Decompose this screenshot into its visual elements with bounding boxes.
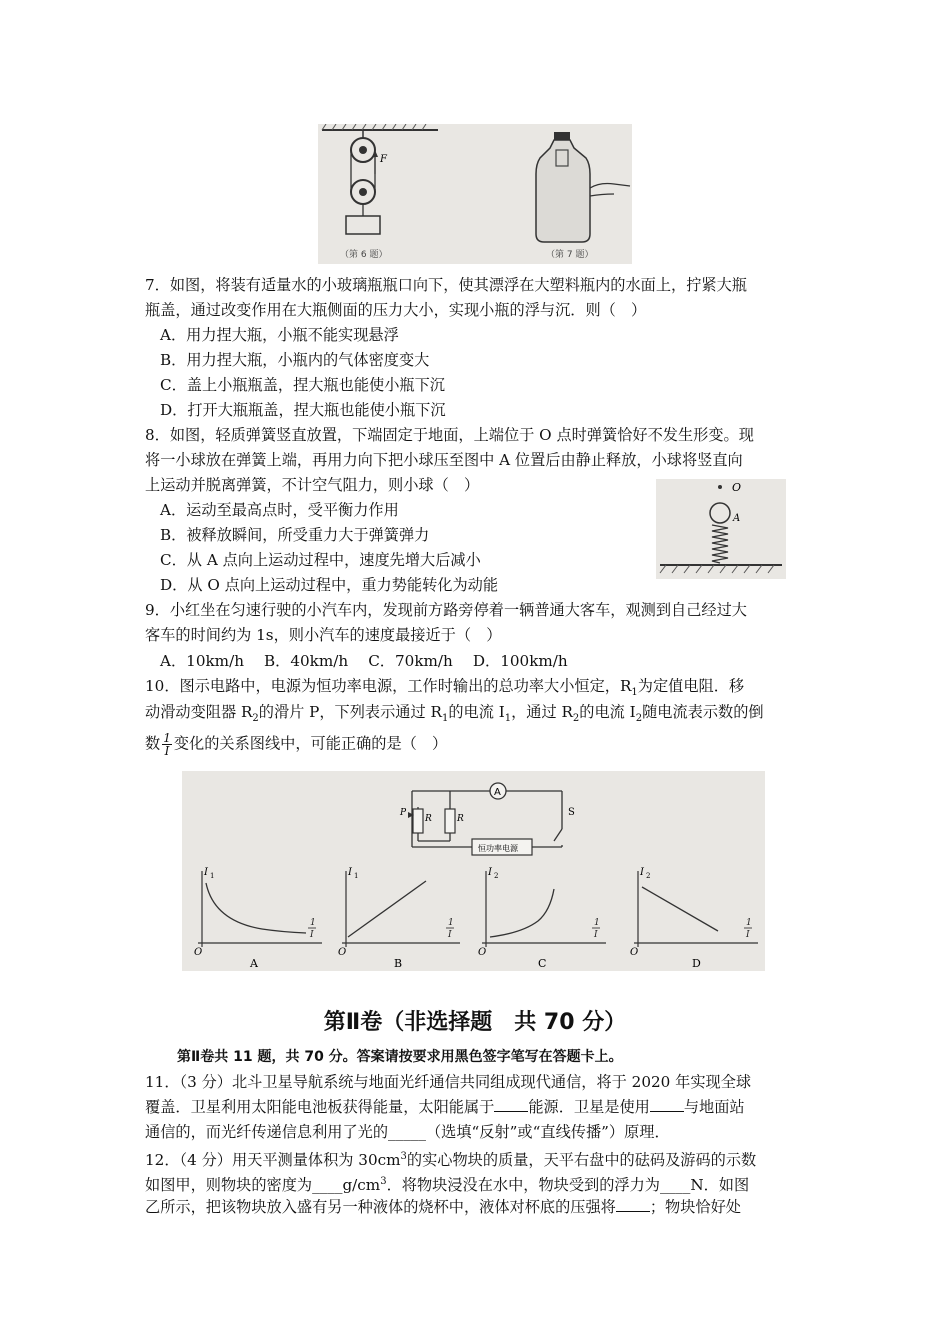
ammeter-label: A	[494, 787, 501, 798]
spring-illustration	[656, 479, 786, 579]
graph-c-label: C	[538, 957, 547, 970]
graph-a-ysub: 1	[210, 872, 215, 880]
graph-c	[478, 867, 606, 970]
graph-d-xlabel-n: 1	[746, 918, 752, 928]
q7-line-2: 瓶盖，通过改变作用在大瓶侧面的压力大小，实现小瓶的浮与沉．则（ ）	[145, 301, 647, 319]
fig7-caption: （第 7 题）	[546, 250, 594, 260]
q7-option-a: A．用力捏大瓶，小瓶不能实现悬浮	[160, 326, 399, 344]
q11-blank-1[interactable]	[494, 1097, 528, 1112]
power-source-label: 恒功率电源	[478, 844, 518, 853]
graph-a	[194, 867, 322, 970]
q8-option-d: D．从 O 点向上运动过程中，重力势能转化为动能	[160, 576, 499, 594]
figure-q8-spring	[656, 479, 786, 579]
graph-b-ylabel: I	[348, 867, 352, 878]
graph-b-label: B	[394, 957, 403, 970]
figure-q10	[182, 771, 765, 971]
graph-d-label: D	[692, 957, 701, 970]
q7-option-c: C．盖上小瓶瓶盖，捏大瓶也能使小瓶下沉	[160, 376, 445, 394]
section-2-title: 第Ⅱ卷（非选择题 共 70 分）	[323, 1010, 627, 1035]
section-2-instruction: 第Ⅱ卷共 11 题，共 70 分。答案请按要求用黑色签字笔写在答题卡上。	[177, 1049, 623, 1065]
q8-line-1: 8．如图，轻质弹簧竖直放置，下端固定于地面，上端位于 O 点时弹簧恰好不发生形变。现	[145, 426, 754, 444]
graph-d-xlabel-d: I	[746, 930, 750, 940]
reciprocal-fraction: $\frac{1}{I}$	[163, 731, 171, 758]
graph-a-origin: O	[194, 947, 203, 958]
figure-q6-q7	[318, 124, 632, 264]
slider-p-label: P	[400, 808, 407, 818]
q12-line-2: 如图甲，则物块的密度为$\_\_\_\_g/cm^3$．将物块浸没在水中，物块受到的浮力为____N．如图	[145, 1176, 750, 1195]
graph-a-label: A	[250, 957, 258, 970]
graph-b-ysub: 1	[354, 872, 359, 880]
fig6-caption: （第 6 题）	[340, 250, 388, 260]
graph-d-ylabel: I	[640, 867, 644, 878]
q7-option-b: B．用力捏大瓶，小瓶内的气体密度变大	[160, 351, 430, 369]
q8-option-a: A．运动至最高点时，受平衡力作用	[160, 501, 399, 519]
q10-line-1: 10．图示电路中，电源为恒功率电源，工作时输出的总功率大小恒定，$R_1$为定值电阻．移	[145, 677, 745, 699]
q11-line-3: 通信的，而光纤传递信息利用了光的_____（选填“反射”或“直线传播”）原理．	[145, 1123, 670, 1141]
q12-line-1: 12．（4 分）用天平测量体积为 $30cm^3$的实心物块的质量，天平右盘中的砝码及游码的示数	[145, 1151, 757, 1170]
graph-b-xlabel-d: I	[448, 930, 452, 940]
q11-line-1: 11．（3 分）北斗卫星导航系统与地面光纤通信共同组成现代通信，将于 2020 年实现全球	[145, 1073, 752, 1091]
graph-b-origin: O	[338, 947, 347, 958]
q12-line-3: 乙所示，把该物块放入盛有另一种液体的烧杯中，液体对杯底的压强将 ；物块恰好处	[145, 1198, 741, 1216]
q10-line-2: 动滑动变阻器 $R_2$的滑片 P，下列表示通过 $R_1$的电流 $I_1$，通过 $R_2$的电流 $I_2$随电流表示数的倒	[145, 703, 764, 725]
q9-options: A．10km/h B．40km/h C．70km/h D．100km/h	[160, 652, 568, 670]
graph-a-xlabel-n: 1	[310, 918, 316, 928]
graph-a-xlabel-d: I	[310, 930, 314, 940]
graph-d-ysub: 2	[646, 872, 651, 880]
force-label: F	[380, 154, 387, 165]
q8-line-2: 将一小球放在弹簧上端，再用力向下把小球压至图中 A 位置后由静止释放，小球将竖直向	[145, 451, 743, 469]
graph-d-origin: O	[630, 947, 639, 958]
point-o-label: O	[732, 481, 742, 494]
q8-option-b: B．被释放瞬间，所受重力大于弹簧弹力	[160, 526, 430, 544]
q7-line-1: 7．如图，将装有适量水的小玻璃瓶瓶口向下，使其漂浮在大塑料瓶内的水面上，拧紧大瓶	[145, 276, 747, 294]
graph-b-xlabel-n: 1	[448, 918, 454, 928]
graph-c-origin: O	[478, 947, 487, 958]
q9-line-1: 9．小红坐在匀速行驶的小汽车内，发现前方路旁停着一辆普通大客车，观测到自己经过大	[145, 601, 747, 619]
point-a-label: A	[733, 513, 741, 524]
r1-label: R	[457, 814, 464, 824]
graph-a-ylabel: I	[204, 867, 208, 878]
q8-line-3: 上运动并脱离弹簧，不计空气阻力，则小球（ ）	[145, 476, 480, 494]
circuit-and-graphs	[182, 771, 765, 971]
switch-label: S	[568, 807, 575, 818]
q9-line-2: 客车的时间约为 1s，则小汽车的速度最接近于（ ）	[145, 626, 502, 644]
r2-label: R	[425, 814, 432, 824]
q11-blank-2[interactable]	[650, 1097, 684, 1112]
q10-line-3: 数 $\frac{1}{I}$ 变化的关系图线中，可能正确的是（ ）	[145, 731, 448, 758]
graph-c-xlabel-n: 1	[594, 918, 600, 928]
q12-blank-pressure[interactable]	[616, 1197, 650, 1212]
pulley-and-bottle-illustration	[318, 124, 632, 264]
q7-option-d: D．打开大瓶瓶盖，捏大瓶也能使小瓶下沉	[160, 401, 446, 419]
graph-c-ysub: 2	[494, 872, 499, 880]
graph-d	[630, 867, 758, 970]
graph-c-ylabel: I	[488, 867, 492, 878]
graph-c-xlabel-d: I	[594, 930, 598, 940]
q8-option-c: C．从 A 点向上运动过程中，速度先增大后减小	[160, 551, 481, 569]
graph-b	[338, 867, 460, 970]
q11-line-2: 覆盖．卫星利用太阳能电池板获得能量，太阳能属于 能源．卫星是使用 与地面站	[145, 1098, 745, 1116]
